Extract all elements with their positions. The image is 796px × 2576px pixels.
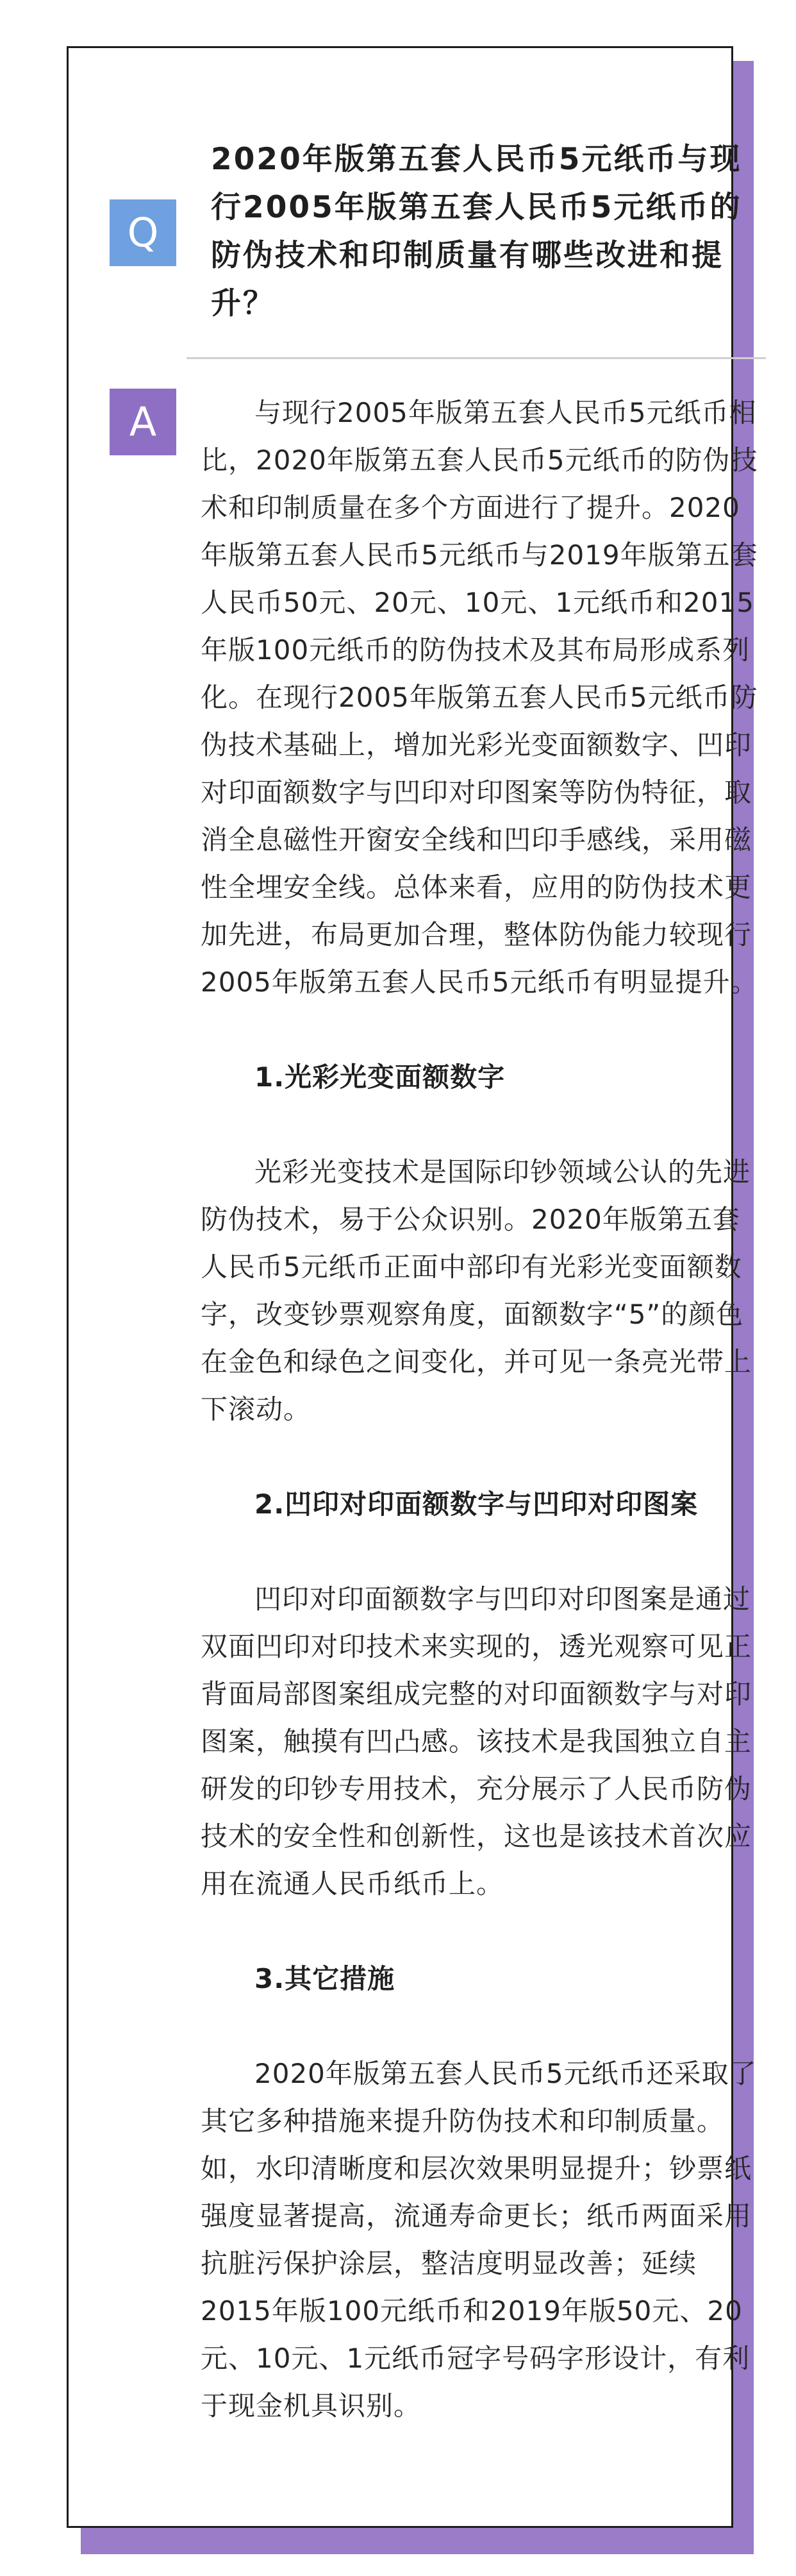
- spacer: [201, 1528, 758, 1576]
- section-body-1: 光彩光变技术是国际印钞领域公认的先进防伪技术，易于公众识别。2020年版第五套人民币5元纸币正面中部印有光彩光变面额数字，改变钞票观察角度，面额数字“5”的颜色在金色和绿色之间变化，并可见一条亮光带上下滚动。: [201, 1156, 752, 1425]
- spacer: [201, 1101, 758, 1149]
- section-body-2: 凹印对印面额数字与凹印对印图案是通过双面凹印对印技术来实现的，透光观察可见正背面局部图案组成完整的对印面额数字与对印图案，触摸有凹凸感。该技术是我国独立自主研发的印钞专用技术，充分展示了人民币防伪技术的安全性和创新性，这也是该技术首次应用在流通人民币纸币上。: [201, 1583, 752, 1899]
- qa-card: [67, 46, 758, 2528]
- spacer: [201, 1433, 758, 1481]
- spacer: [201, 1006, 758, 1054]
- question-text: 2020年版第五套人民币5元纸币与现行2005年版第五套人民币5元纸币的防伪技术和印制质量有哪些改进和提升？: [211, 142, 742, 321]
- spacer: [201, 2003, 758, 2050]
- section-heading-1: 1.光彩光变面额数字: [254, 1061, 506, 1093]
- section-body-3: 2020年版第五套人民币5元纸币还采取了其它多种措施来提升防伪技术和印制质量。如，水印清晰度和层次效果明显提升；钞票纸强度显著提高，流通寿命更长；纸币两面采用抗脏污保护涂层，整洁度明显改善；延续2015年版100元纸币和2019年版50元、20元、10元、1元纸币冠字号码字形设计，有利于现金机具识别。: [201, 2058, 757, 2421]
- answer-intro: 与现行2005年版第五套人民币5元纸币相比，2020年版第五套人民币5元纸币的防伪技术和印制质量在多个方面进行了提升。2020年版第五套人民币5元纸币与2019年版第五套人民币50元、20元、10元、1元纸币和2015年版100元纸币的防伪技术及其布局形成系列化。在现行2005年版第五套人民币5元纸币防伪技术基础上，增加光彩光变面额数字、凹印对印面额数字与凹印对印图案等防伪特征，取消全息磁性开窗安全线和凹印手感线，采用磁性全埋安全线。总体来看，应用的防伪技术更加先进，布局更加合理，整体防伪能力较现行2005年版第五套人民币5元纸币有明显提升。: [201, 397, 758, 998]
- section-heading-3: 3.其它措施: [254, 1963, 395, 1994]
- answer-body: [201, 389, 758, 2430]
- question-badge: Q: [110, 199, 176, 266]
- question-divider: [187, 357, 766, 359]
- section-heading-2: 2.凹印对印面额数字与凹印对印图案: [254, 1488, 699, 1520]
- spacer: [201, 1908, 758, 1955]
- answer-badge: A: [110, 389, 176, 455]
